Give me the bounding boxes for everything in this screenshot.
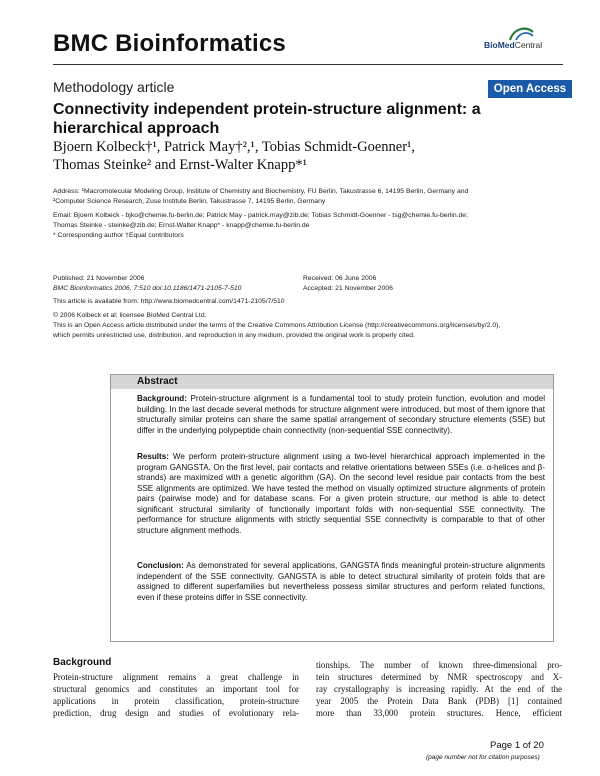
- author-footnote: * Corresponding author †Equal contributors: [53, 232, 184, 239]
- body-line: more than 33,000 protein structures. Hence, efficient: [316, 708, 562, 719]
- author-list: [53, 138, 503, 174]
- background-label: Background:: [137, 394, 187, 403]
- body-line: Protein-structure alignment remains a great challenge in: [53, 672, 299, 682]
- authors-line-1: Bjoern Kolbeck†¹, Patrick May†²,¹, Tobias Schmidt-Goenner¹,: [53, 139, 416, 155]
- article-title: Connectivity independent protein-structure alignment: a hierarchical approach: [53, 101, 481, 137]
- article-category: Methodology article: [53, 79, 175, 95]
- abstract-background: [137, 394, 545, 436]
- body-column-left: [53, 671, 299, 719]
- body-column-right: [316, 659, 562, 719]
- page-number: Page 1 of 20: [490, 740, 544, 751]
- open-access-badge: Open Access: [488, 80, 572, 98]
- received-date: Received: 06 June 2006: [303, 275, 377, 282]
- citation: BMC Bioinformatics 2006, 7:510 doi:10.1186/1471-2105-7-510: [53, 285, 242, 292]
- body-line: structural genomics and constitutes an important tool for: [53, 684, 299, 695]
- abstract-conclusion: [137, 561, 545, 603]
- body-line: tionships. The number of known three-dimensional pro-: [316, 660, 562, 670]
- conclusion-text: As demonstrated for several applications, GANGSTA finds meaningful protein-structure alignments independent of the SSE connectivity. GANGSTA is able to detect structural similarity of protein folds that are assigned to different superfamilies but nevertheless possess similar structures and perform related functions, even if these proteins differ in SSE connectivity.: [137, 561, 545, 602]
- background-text: Protein-structure alignment is a fundamental tool to study protein function, evolution and model building. In the last decade several methods for structure alignment were introduced, but most of them ignore that structurally similar proteins can share the same spatial arrangement of secondary structure elements (SSE) but differ in the underlying polypeptide chain connectivity (non-sequential SSE connectivity).: [137, 394, 546, 435]
- results-label: Results:: [137, 452, 169, 461]
- authors-line-2: Thomas Steinke² and Ernst-Walter Knapp*¹: [53, 157, 307, 173]
- results-text: We perform protein-structure alignment using a two-level hierarchical approach implemented in the program GANGSTA. On the first level, pair contacts and relative orientations between SSEs (i.e. α-helices and β-strands) are maximized with a genetic algorithm (GA). On the second level residue pair contacts from the best SSE alignments are optimized. We have tested the method on visually optimized structure alignments of protein pairs (pairwise mode) and for database scans. For a given protein structure, our method is able to detect significant structural similarity of functionally important folds with non-sequential SSE connectivity. The performance for structure alignments with strictly sequential SSE connectivity is comparable to that of other structure alignment methods.: [137, 452, 546, 535]
- section-heading-background: Background: [53, 657, 112, 668]
- email-line-1: Email: Bjoern Kolbeck - bjko@chemie.fu-berlin.de; Patrick May - patrick.may@zib.de; Tobias Schmidt-Goenner - tsg@chemie.fu-berlin.de;: [53, 212, 468, 219]
- body-line: ray crystallography is increasing rapidly. At the end of the: [316, 684, 562, 695]
- license-line-1: This is an Open Access article distributed under the terms of the Creative Commons Attribution License (http://creativecommons.org/licenses/by/2.0),: [53, 322, 501, 329]
- abstract-heading-text: Abstract: [137, 376, 178, 387]
- body-line: applications in protein classification, protein-structure: [53, 696, 299, 707]
- conclusion-label: Conclusion:: [137, 561, 184, 570]
- body-line: tein structures determined by NMR spectroscopy and X-: [316, 672, 562, 683]
- address-line-2: ²Computer Science Research, Zuse Institute Berlin, Takustrasse 7, 14195 Berlin, Germany: [53, 198, 326, 205]
- page-number-note: (page number not for citation purposes): [426, 754, 540, 761]
- abstract-results: [137, 452, 545, 536]
- header-divider: [53, 64, 563, 65]
- article-url[interactable]: This article is available from: http://www.biomedcentral.com/1471-2105/7/510: [53, 298, 285, 305]
- body-line: year 2005 the Protein Data Bank (PDB) [1] contained: [316, 696, 562, 707]
- journal-title: BMC Bioinformatics: [53, 30, 286, 57]
- abstract-box: [110, 374, 554, 642]
- body-line: prediction, drug design and studies of evolutionary rela-: [53, 708, 299, 719]
- logo-central: Central: [514, 40, 543, 50]
- copyright: © 2006 Kolbeck et al; licensee BioMed Central Ltd.: [53, 312, 207, 319]
- abstract-heading: [111, 375, 553, 389]
- logo-bio: Bio: [484, 40, 498, 50]
- published-date: Published: 21 November 2006: [53, 275, 145, 282]
- logo-med: Med: [497, 40, 515, 50]
- biomed-central-logo: [482, 26, 562, 52]
- email-line-2: Thomas Steinke - steinke@zib.de; Ernst-Walter Knapp* - knapp@chemie.fu-berlin.de: [53, 222, 310, 229]
- address-line-1: Address: ¹Macromolecular Modeling Group, Institute of Chemistry and Biochemistry, FU Berlin, Takustrasse 6, 14195 Berlin, Germany and: [53, 188, 469, 195]
- license-line-2: which permits unrestricted use, distribution, and reproduction in any medium, provided the original work is properly cited.: [53, 332, 415, 339]
- accepted-date: Accepted: 21 November 2006: [303, 285, 393, 292]
